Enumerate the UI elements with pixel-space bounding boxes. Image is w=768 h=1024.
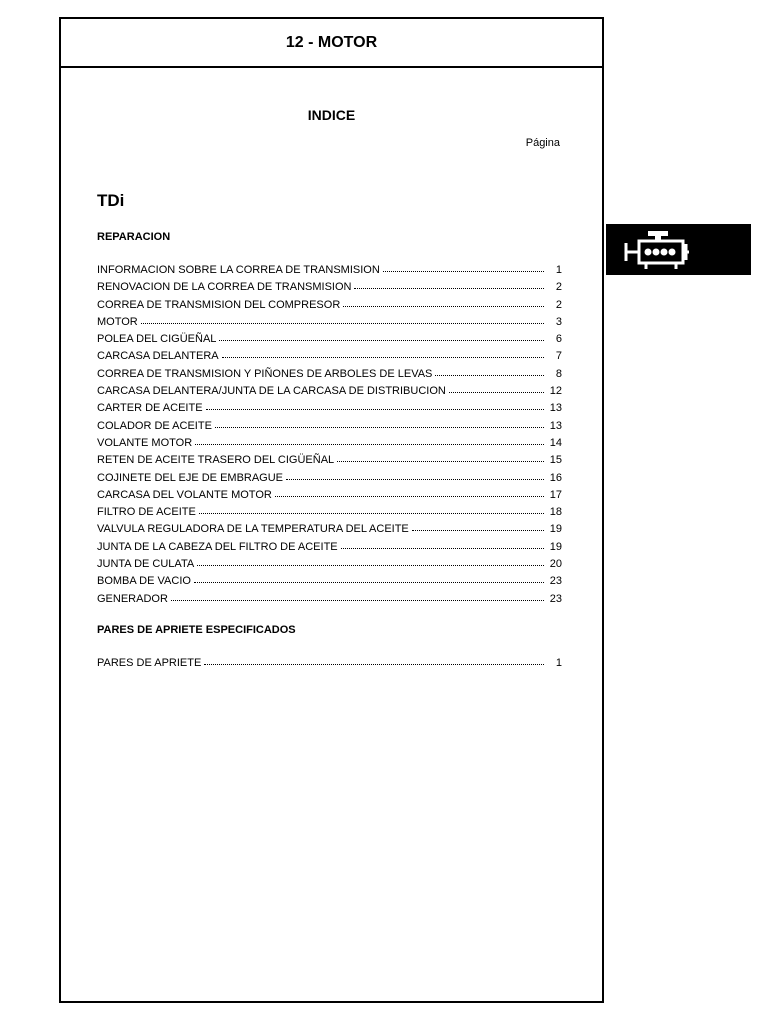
toc-entry-page: 13: [549, 402, 562, 415]
toc-entry-page: 19: [549, 523, 562, 536]
toc-entry[interactable]: [97, 655, 562, 672]
toc-entry-label: VOLANTE MOTOR: [97, 436, 193, 449]
toc-entry[interactable]: [97, 573, 562, 590]
toc-entry-label: RENOVACION DE LA CORREA DE TRANSMISION: [97, 281, 352, 294]
toc-list-pares: [97, 655, 562, 672]
toc-entry-label: CARCASA DELANTERA: [97, 350, 219, 363]
toc-entry-page: 23: [549, 592, 562, 605]
toc-entry-label: CARCASA DELANTERA/JUNTA DE LA CARCASA DE DISTRIBUCION: [97, 385, 446, 398]
toc-entry-label: RETEN DE ACEITE TRASERO DEL CIGÜEÑAL: [97, 454, 335, 467]
index-title: INDICE: [307, 107, 356, 123]
chapter-side-tab[interactable]: [606, 224, 751, 275]
toc-entry[interactable]: [97, 297, 562, 314]
toc-entry[interactable]: [97, 331, 562, 348]
toc-entry[interactable]: [97, 348, 562, 365]
toc-entry-page: 2: [555, 281, 562, 294]
toc-entry-label: CARCASA DEL VOLANTE MOTOR: [97, 488, 272, 501]
toc-entry[interactable]: [97, 452, 562, 469]
toc-entry-page: 17: [549, 488, 562, 501]
toc-entry-label: COJINETE DEL EJE DE EMBRAGUE: [97, 471, 284, 484]
page-header: [61, 19, 602, 68]
toc-entry-label: FILTRO DE ACEITE: [97, 506, 196, 519]
toc-entry-label: BOMBA DE VACIO: [97, 575, 191, 588]
toc-leader-dots: [337, 453, 544, 463]
toc-entry[interactable]: [97, 383, 562, 400]
toc-leader-dots: [412, 522, 544, 532]
toc-leader-dots: [199, 505, 544, 515]
toc-entry-label: POLEA DEL CIGÜEÑAL: [97, 333, 217, 346]
toc-leader-dots: [341, 540, 544, 550]
toc-entry[interactable]: [97, 591, 562, 608]
toc-leader-dots: [197, 557, 544, 567]
toc-leader-dots: [204, 656, 544, 666]
toc-entry-page: 20: [549, 558, 562, 571]
toc-entry[interactable]: [97, 539, 562, 556]
toc-leader-dots: [194, 574, 544, 584]
toc-entry[interactable]: [97, 470, 562, 487]
toc-entry-page: 1: [555, 657, 562, 669]
toc-entry[interactable]: [97, 418, 562, 435]
toc-entry-page: 3: [555, 315, 562, 328]
section-title: TDi: [97, 191, 125, 210]
toc-leader-dots: [195, 436, 544, 446]
toc-leader-dots: [275, 488, 544, 498]
toc-leader-dots: [141, 315, 544, 325]
toc-entry-label: JUNTA DE LA CABEZA DEL FILTRO DE ACEITE: [97, 540, 338, 553]
toc-leader-dots: [343, 298, 544, 308]
toc-entry-label: INFORMACION SOBRE LA CORREA DE TRANSMISION: [97, 264, 380, 276]
page-column-label: Página: [525, 137, 560, 149]
toc-leader-dots: [171, 592, 544, 602]
group-title-reparacion: REPARACION: [97, 231, 171, 243]
toc-entry[interactable]: [97, 487, 562, 504]
group-title-pares: PARES DE APRIETE ESPECIFICADOS: [97, 624, 296, 636]
toc-entry-page: 2: [555, 298, 562, 311]
toc-entry[interactable]: [97, 262, 562, 279]
toc-entry[interactable]: [97, 435, 562, 452]
toc-leader-dots: [206, 401, 544, 411]
toc-entry-label: CORREA DE TRANSMISION DEL COMPRESOR: [97, 298, 341, 311]
chapter-title: 12 - MOTOR: [285, 33, 378, 51]
toc-entry-page: 7: [555, 350, 562, 363]
toc-entry[interactable]: [97, 314, 562, 331]
toc-entry-label: MOTOR: [97, 315, 138, 328]
toc-entry-page: 18: [549, 506, 562, 519]
toc-leader-dots: [219, 332, 544, 342]
toc-entry-page: 6: [555, 333, 562, 346]
toc-entry-page: 12: [549, 385, 562, 398]
toc-entry-page: 19: [549, 540, 562, 553]
toc-leader-dots: [222, 349, 544, 359]
toc-entry-label: VALVULA REGULADORA DE LA TEMPERATURA DEL ACEITE: [97, 523, 409, 536]
toc-leader-dots: [286, 471, 544, 481]
toc-leader-dots: [449, 384, 544, 394]
toc-entry-page: 14: [549, 436, 562, 449]
toc-leader-dots: [383, 263, 544, 273]
toc-entry-page: 15: [549, 454, 562, 467]
toc-leader-dots: [354, 280, 544, 290]
toc-entry-label: GENERADOR: [97, 592, 168, 605]
toc-entry-label: JUNTA DE CULATA: [97, 558, 195, 571]
toc-entry-label: COLADOR DE ACEITE: [97, 419, 212, 432]
toc-entry-page: 16: [549, 471, 562, 484]
toc-entry-page: 13: [549, 419, 562, 432]
toc-entry[interactable]: [97, 400, 562, 417]
toc-list-reparacion: [97, 262, 562, 608]
toc-leader-dots: [435, 367, 544, 377]
toc-leader-dots: [215, 419, 544, 429]
toc-entry-page: 1: [555, 264, 562, 276]
page-frame: [59, 17, 604, 1003]
toc-entry-label: CARTER DE ACEITE: [97, 402, 203, 415]
toc-entry-page: 8: [555, 367, 562, 380]
toc-entry[interactable]: [97, 521, 562, 538]
toc-entry-label: CORREA DE TRANSMISION Y PIÑONES DE ARBOLES DE LEVAS: [97, 367, 433, 380]
toc-entry-page: 23: [549, 575, 562, 588]
toc-entry[interactable]: [97, 279, 562, 296]
engine-icon: [622, 229, 692, 271]
toc-entry-label: PARES DE APRIETE: [97, 657, 202, 669]
toc-entry[interactable]: [97, 556, 562, 573]
toc-entry[interactable]: [97, 366, 562, 383]
toc-entry[interactable]: [97, 504, 562, 521]
